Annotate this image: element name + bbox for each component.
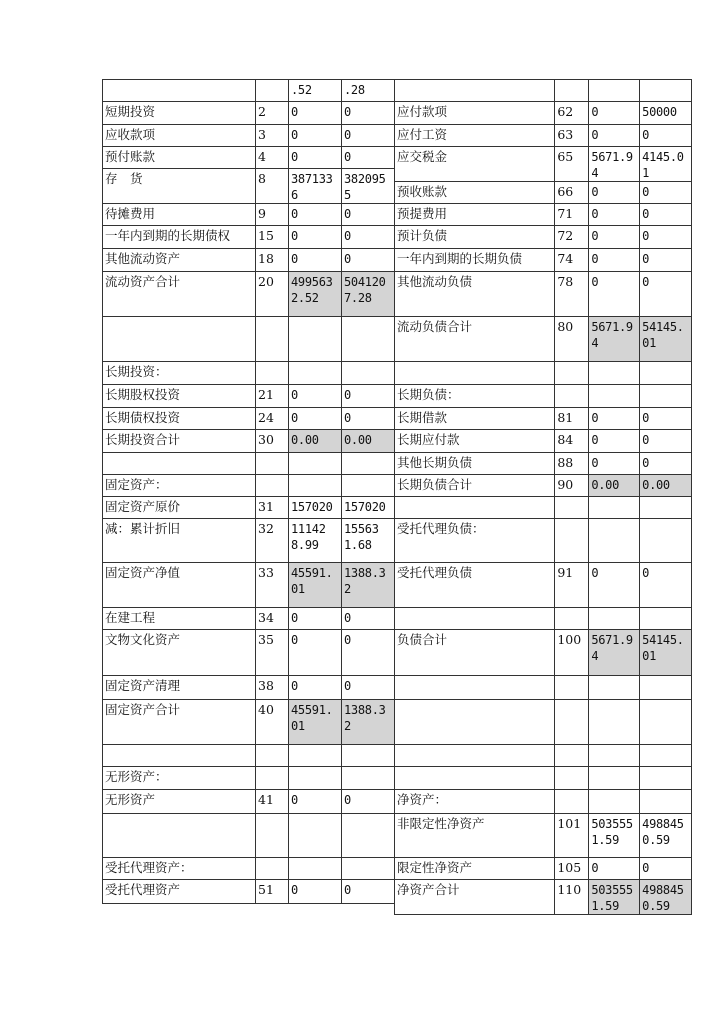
right-line-number-cell: 88 <box>555 453 589 475</box>
right-row <box>395 453 692 475</box>
right-value-begin-cell: 5035551.59 <box>589 880 640 915</box>
right-item-cell: 净资产： <box>395 790 555 814</box>
left-value-begin-cell: 0 <box>289 204 342 226</box>
left-line-number-cell: 24 <box>256 408 289 430</box>
left-value-end-cell: 0 <box>342 226 395 249</box>
left-value-begin-cell <box>289 814 342 858</box>
right-value-end-cell: 0 <box>640 430 692 453</box>
left-value-end-cell <box>342 453 395 475</box>
right-value-begin-cell <box>589 745 640 767</box>
right-line-number-cell <box>555 700 589 745</box>
left-item-cell: 固定资产净值 <box>103 563 256 608</box>
left-row <box>103 317 395 362</box>
right-value-end-cell: 0 <box>640 453 692 475</box>
left-value-begin-cell: 45591.01 <box>289 700 342 745</box>
right-line-number-cell: 74 <box>555 249 589 272</box>
left-value-end-cell: 0 <box>342 147 395 169</box>
right-value-end-cell <box>640 767 692 790</box>
right-value-begin-cell: 0 <box>589 102 640 125</box>
left-value-begin-cell: 45591.01 <box>289 563 342 608</box>
left-item-cell <box>103 814 256 858</box>
right-value-begin-cell: 0 <box>589 182 640 204</box>
right-item-cell <box>395 767 555 790</box>
right-line-number-cell: 81 <box>555 408 589 430</box>
left-value-begin-cell: 0 <box>289 608 342 630</box>
right-item-cell: 其他流动负债 <box>395 272 555 317</box>
left-item-cell: 长期债权投资 <box>103 408 256 430</box>
left-value-begin-cell <box>289 453 342 475</box>
right-item-cell <box>395 676 555 700</box>
left-line-number-cell <box>256 475 289 497</box>
left-value-end-cell: 1388.32 <box>342 563 395 608</box>
left-value-end-cell: 0 <box>342 204 395 226</box>
left-value-end-cell <box>342 858 395 880</box>
right-row <box>395 880 692 915</box>
right-value-end-cell: 0.00 <box>640 475 692 497</box>
left-row <box>103 497 395 519</box>
right-item-cell: 负债合计 <box>395 630 555 676</box>
right-value-begin-cell <box>589 385 640 408</box>
left-row <box>103 169 395 204</box>
left-value-begin-cell: 0 <box>289 226 342 249</box>
right-row <box>395 519 692 563</box>
right-value-end-cell: 0 <box>640 125 692 147</box>
right-item-cell: 应付款项 <box>395 102 555 125</box>
right-row <box>395 858 692 880</box>
right-line-number-cell <box>555 608 589 630</box>
left-value-end-cell: 0 <box>342 408 395 430</box>
left-item-cell <box>103 453 256 475</box>
left-line-number-cell: 38 <box>256 676 289 700</box>
left-value-end-cell: 0 <box>342 102 395 125</box>
left-line-number-cell <box>256 80 289 102</box>
left-row <box>103 745 395 767</box>
right-item-cell: 长期借款 <box>395 408 555 430</box>
left-value-end-cell: .28 <box>342 80 395 102</box>
right-value-begin-cell <box>589 608 640 630</box>
left-value-begin-cell: 0 <box>289 676 342 700</box>
right-value-end-cell <box>640 497 692 519</box>
right-line-number-cell: 62 <box>555 102 589 125</box>
right-row <box>395 676 692 700</box>
right-value-begin-cell <box>589 676 640 700</box>
right-row <box>395 182 692 204</box>
left-value-end-cell: 0 <box>342 630 395 676</box>
right-item-cell <box>395 745 555 767</box>
right-line-number-cell: 63 <box>555 125 589 147</box>
left-value-end-cell: 0 <box>342 249 395 272</box>
left-item-cell: 存 货 <box>103 169 256 204</box>
right-value-begin-cell <box>589 767 640 790</box>
right-item-cell <box>395 362 555 385</box>
right-row <box>395 80 692 102</box>
left-line-number-cell: 34 <box>256 608 289 630</box>
right-item-cell <box>395 80 555 102</box>
left-line-number-cell <box>256 453 289 475</box>
left-item-cell: 流动资产合计 <box>103 272 256 317</box>
left-item-cell: 固定资产合计 <box>103 700 256 745</box>
right-row <box>395 563 692 608</box>
right-value-end-cell: 0 <box>640 858 692 880</box>
left-line-number-cell: 8 <box>256 169 289 204</box>
right-value-begin-cell: 0 <box>589 563 640 608</box>
right-value-begin-cell: 0 <box>589 204 640 226</box>
right-line-number-cell <box>555 519 589 563</box>
left-value-begin-cell <box>289 362 342 385</box>
right-item-cell: 一年内到期的长期负债 <box>395 249 555 272</box>
left-item-cell: 一年内到期的长期债权 <box>103 226 256 249</box>
right-value-begin-cell <box>589 519 640 563</box>
left-line-number-cell <box>256 317 289 362</box>
right-item-cell: 预提费用 <box>395 204 555 226</box>
right-line-number-cell <box>555 790 589 814</box>
left-item-cell: 固定资产清理 <box>103 676 256 700</box>
right-value-begin-cell <box>589 497 640 519</box>
right-value-end-cell: 0 <box>640 272 692 317</box>
right-value-end-cell <box>640 700 692 745</box>
left-item-cell: 长期投资合计 <box>103 430 256 453</box>
right-row <box>395 226 692 249</box>
left-line-number-cell <box>256 767 289 790</box>
left-value-begin-cell <box>289 767 342 790</box>
left-item-cell: 长期投资： <box>103 362 256 385</box>
right-value-begin-cell: 0 <box>589 430 640 453</box>
left-value-end-cell <box>342 767 395 790</box>
right-line-number-cell: 91 <box>555 563 589 608</box>
left-line-number-cell: 2 <box>256 102 289 125</box>
right-row <box>395 317 692 362</box>
right-item-cell <box>395 497 555 519</box>
right-row <box>395 814 692 858</box>
right-value-end-cell: 0 <box>640 182 692 204</box>
left-value-begin-cell <box>289 317 342 362</box>
right-value-begin-cell: 0 <box>589 272 640 317</box>
left-row <box>103 880 395 904</box>
left-value-begin-cell: 0 <box>289 790 342 814</box>
right-item-cell: 预收账款 <box>395 182 555 204</box>
right-row <box>395 497 692 519</box>
left-row <box>103 430 395 453</box>
left-row <box>103 147 395 169</box>
right-value-end-cell <box>640 519 692 563</box>
right-value-begin-cell: 0 <box>589 408 640 430</box>
left-row <box>103 676 395 700</box>
right-value-end-cell <box>640 608 692 630</box>
right-item-cell: 应交税金 <box>395 147 555 182</box>
right-value-end-cell: 0 <box>640 408 692 430</box>
left-value-begin-cell: 0 <box>289 385 342 408</box>
left-line-number-cell <box>256 745 289 767</box>
left-item-cell: 无形资产： <box>103 767 256 790</box>
left-value-end-cell: 0.00 <box>342 430 395 453</box>
left-line-number-cell <box>256 858 289 880</box>
right-value-begin-cell: 0 <box>589 249 640 272</box>
right-value-end-cell <box>640 790 692 814</box>
left-value-begin-cell <box>289 475 342 497</box>
right-line-number-cell: 84 <box>555 430 589 453</box>
left-value-begin-cell: 0 <box>289 102 342 125</box>
right-row <box>395 608 692 630</box>
right-value-end-cell: 4988450.59 <box>640 814 692 858</box>
left-value-end-cell: 0 <box>342 385 395 408</box>
left-line-number-cell: 35 <box>256 630 289 676</box>
assets-table <box>102 79 395 904</box>
left-line-number-cell <box>256 814 289 858</box>
right-row <box>395 475 692 497</box>
left-row <box>103 249 395 272</box>
right-row <box>395 430 692 453</box>
right-row <box>395 700 692 745</box>
right-value-begin-cell <box>589 362 640 385</box>
left-value-begin-cell: 0 <box>289 408 342 430</box>
left-value-begin-cell: 3871336 <box>289 169 342 204</box>
right-row <box>395 272 692 317</box>
right-row <box>395 362 692 385</box>
right-value-end-cell: 0 <box>640 249 692 272</box>
right-value-end-cell: 0 <box>640 226 692 249</box>
left-value-end-cell <box>342 745 395 767</box>
right-row <box>395 408 692 430</box>
right-value-end-cell: 4145.01 <box>640 147 692 182</box>
left-value-end-cell <box>342 814 395 858</box>
left-value-end-cell: 3820955 <box>342 169 395 204</box>
right-value-begin-cell: 5035551.59 <box>589 814 640 858</box>
right-line-number-cell: 65 <box>555 147 589 182</box>
right-item-cell <box>395 608 555 630</box>
right-value-begin-cell: 0.00 <box>589 475 640 497</box>
left-line-number-cell: 40 <box>256 700 289 745</box>
left-value-end-cell: 1388.32 <box>342 700 395 745</box>
left-row <box>103 767 395 790</box>
left-value-begin-cell <box>289 858 342 880</box>
right-row <box>395 630 692 676</box>
right-value-begin-cell <box>589 80 640 102</box>
left-item-cell <box>103 317 256 362</box>
left-row <box>103 385 395 408</box>
left-row <box>103 362 395 385</box>
right-value-end-cell: 0 <box>640 563 692 608</box>
right-line-number-cell: 101 <box>555 814 589 858</box>
left-value-begin-cell: 4995632.52 <box>289 272 342 317</box>
left-line-number-cell: 15 <box>256 226 289 249</box>
right-line-number-cell <box>555 745 589 767</box>
left-value-end-cell: 0 <box>342 676 395 700</box>
right-line-number-cell: 90 <box>555 475 589 497</box>
left-item-cell <box>103 80 256 102</box>
right-value-begin-cell: 0 <box>589 453 640 475</box>
right-line-number-cell: 105 <box>555 858 589 880</box>
left-item-cell: 受托代理资产： <box>103 858 256 880</box>
left-line-number-cell: 21 <box>256 385 289 408</box>
right-row <box>395 204 692 226</box>
left-item-cell: 受托代理资产 <box>103 880 256 904</box>
right-line-number-cell <box>555 767 589 790</box>
left-line-number-cell: 4 <box>256 147 289 169</box>
left-value-begin-cell: .52 <box>289 80 342 102</box>
left-row <box>103 563 395 608</box>
left-item-cell: 应收款项 <box>103 125 256 147</box>
right-value-end-cell: 0 <box>640 204 692 226</box>
left-value-end-cell: 0 <box>342 608 395 630</box>
left-row <box>103 630 395 676</box>
left-line-number-cell: 41 <box>256 790 289 814</box>
right-value-begin-cell <box>589 700 640 745</box>
right-line-number-cell <box>555 80 589 102</box>
left-item-cell: 长期股权投资 <box>103 385 256 408</box>
right-line-number-cell: 72 <box>555 226 589 249</box>
left-value-begin-cell: 0 <box>289 880 342 904</box>
right-line-number-cell: 66 <box>555 182 589 204</box>
right-line-number-cell <box>555 497 589 519</box>
right-item-cell: 长期应付款 <box>395 430 555 453</box>
left-row <box>103 814 395 858</box>
right-row <box>395 767 692 790</box>
right-item-cell: 应付工资 <box>395 125 555 147</box>
right-value-end-cell: 50000 <box>640 102 692 125</box>
left-row <box>103 272 395 317</box>
right-value-begin-cell: 0 <box>589 226 640 249</box>
left-value-end-cell: 157020 <box>342 497 395 519</box>
left-value-begin-cell: 0 <box>289 630 342 676</box>
right-item-cell: 预计负债 <box>395 226 555 249</box>
left-item-cell <box>103 745 256 767</box>
left-row <box>103 408 395 430</box>
right-item-cell: 受托代理负债： <box>395 519 555 563</box>
left-item-cell: 短期投资 <box>103 102 256 125</box>
left-row <box>103 700 395 745</box>
left-value-end-cell: 5041207.28 <box>342 272 395 317</box>
left-row <box>103 102 395 125</box>
left-line-number-cell: 32 <box>256 519 289 563</box>
left-item-cell: 固定资产： <box>103 475 256 497</box>
right-value-begin-cell: 5671.94 <box>589 317 640 362</box>
left-row <box>103 858 395 880</box>
right-value-end-cell <box>640 745 692 767</box>
left-line-number-cell <box>256 362 289 385</box>
right-value-end-cell: 54145.01 <box>640 317 692 362</box>
left-item-cell: 待摊费用 <box>103 204 256 226</box>
right-item-cell: 长期负债： <box>395 385 555 408</box>
left-line-number-cell: 9 <box>256 204 289 226</box>
right-value-end-cell: 54145.01 <box>640 630 692 676</box>
left-line-number-cell: 20 <box>256 272 289 317</box>
right-line-number-cell: 100 <box>555 630 589 676</box>
right-row <box>395 249 692 272</box>
left-value-end-cell <box>342 317 395 362</box>
left-value-begin-cell: 0 <box>289 147 342 169</box>
right-row <box>395 147 692 182</box>
left-row <box>103 608 395 630</box>
right-row <box>395 102 692 125</box>
left-line-number-cell: 31 <box>256 497 289 519</box>
right-row <box>395 385 692 408</box>
left-item-cell: 无形资产 <box>103 790 256 814</box>
left-line-number-cell: 51 <box>256 880 289 904</box>
left-row <box>103 204 395 226</box>
right-row <box>395 790 692 814</box>
right-row <box>395 745 692 767</box>
right-row <box>395 125 692 147</box>
right-value-begin-cell: 5671.94 <box>589 630 640 676</box>
right-line-number-cell <box>555 362 589 385</box>
right-item-cell: 净资产合计 <box>395 880 555 915</box>
left-value-begin-cell: 0 <box>289 125 342 147</box>
liabilities-table <box>394 79 692 915</box>
right-item-cell: 流动负债合计 <box>395 317 555 362</box>
right-value-end-cell <box>640 676 692 700</box>
left-item-cell: 减：累计折旧 <box>103 519 256 563</box>
left-item-cell: 在建工程 <box>103 608 256 630</box>
right-value-end-cell <box>640 362 692 385</box>
right-value-begin-cell <box>589 790 640 814</box>
right-item-cell: 长期负债合计 <box>395 475 555 497</box>
left-value-end-cell: 0 <box>342 880 395 904</box>
left-row <box>103 790 395 814</box>
right-line-number-cell: 71 <box>555 204 589 226</box>
left-value-begin-cell: 157020 <box>289 497 342 519</box>
right-line-number-cell: 110 <box>555 880 589 915</box>
left-row <box>103 475 395 497</box>
right-line-number-cell: 80 <box>555 317 589 362</box>
left-row <box>103 125 395 147</box>
left-value-begin-cell <box>289 745 342 767</box>
left-line-number-cell: 18 <box>256 249 289 272</box>
left-row <box>103 80 395 102</box>
right-value-end-cell: 4988450.59 <box>640 880 692 915</box>
right-line-number-cell: 78 <box>555 272 589 317</box>
left-item-cell: 文物文化资产 <box>103 630 256 676</box>
right-item-cell: 其他长期负债 <box>395 453 555 475</box>
right-value-end-cell <box>640 80 692 102</box>
right-value-begin-cell: 5671.94 <box>589 147 640 182</box>
left-value-begin-cell: 0 <box>289 249 342 272</box>
left-row <box>103 519 395 563</box>
left-value-end-cell <box>342 475 395 497</box>
right-item-cell: 受托代理负债 <box>395 563 555 608</box>
right-item-cell: 非限定性净资产 <box>395 814 555 858</box>
left-value-end-cell: 0 <box>342 790 395 814</box>
right-value-begin-cell: 0 <box>589 858 640 880</box>
left-row <box>103 226 395 249</box>
right-line-number-cell <box>555 676 589 700</box>
left-item-cell: 其他流动资产 <box>103 249 256 272</box>
left-line-number-cell: 33 <box>256 563 289 608</box>
right-item-cell: 限定性净资产 <box>395 858 555 880</box>
left-value-end-cell: 155631.68 <box>342 519 395 563</box>
left-row <box>103 453 395 475</box>
left-item-cell: 预付账款 <box>103 147 256 169</box>
left-value-begin-cell: 0.00 <box>289 430 342 453</box>
left-value-begin-cell: 111428.99 <box>289 519 342 563</box>
right-value-begin-cell: 0 <box>589 125 640 147</box>
left-value-end-cell: 0 <box>342 125 395 147</box>
left-line-number-cell: 30 <box>256 430 289 453</box>
right-item-cell <box>395 700 555 745</box>
right-line-number-cell <box>555 385 589 408</box>
right-value-end-cell <box>640 385 692 408</box>
left-value-end-cell <box>342 362 395 385</box>
left-item-cell: 固定资产原价 <box>103 497 256 519</box>
left-line-number-cell: 3 <box>256 125 289 147</box>
